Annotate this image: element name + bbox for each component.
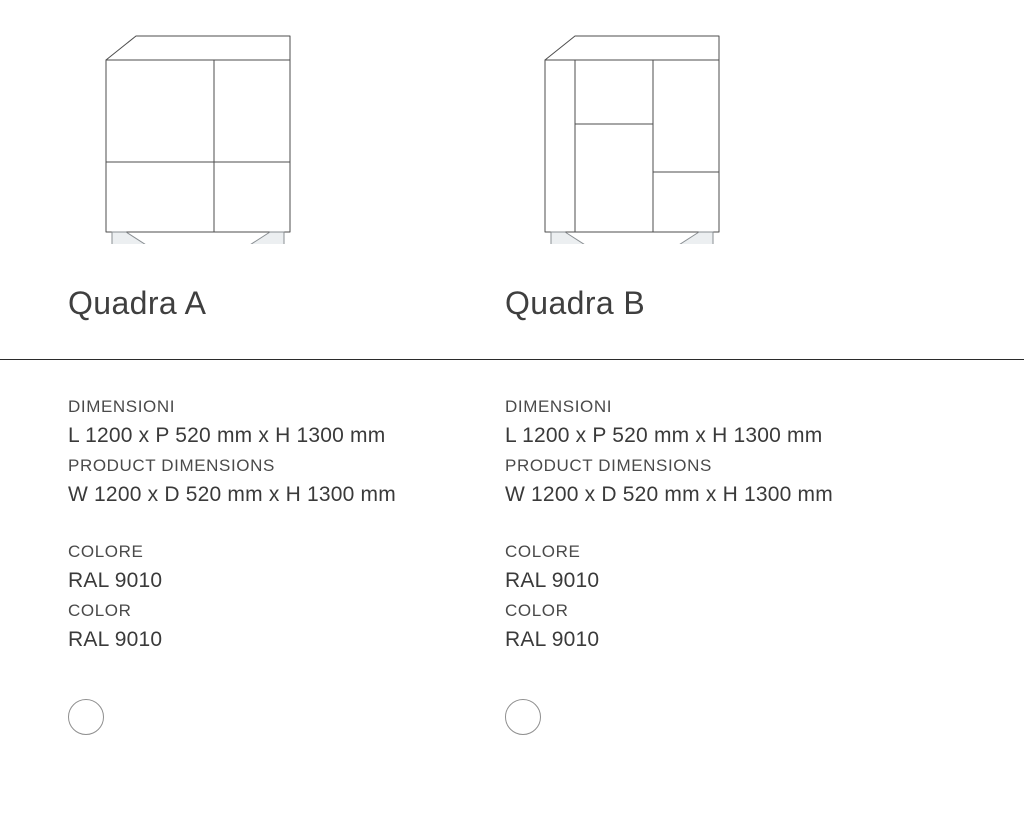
product-title: Quadra A xyxy=(68,285,207,321)
spacer xyxy=(505,510,945,537)
cabinet-quadra-b-line-drawing xyxy=(505,24,765,244)
spec-column-quadra-b xyxy=(505,392,945,735)
spec-value-product-dimensions: W 1200 x D 520 mm x H 1300 mm xyxy=(505,483,833,506)
spec-label-dimensioni: DIMENSIONI xyxy=(68,397,176,416)
section-divider xyxy=(0,359,1024,360)
spec-label-color: COLOR xyxy=(68,601,132,620)
spec-column-quadra-a xyxy=(68,392,508,735)
color-swatch-row xyxy=(68,699,508,735)
spec-label-product-dimensions: PRODUCT DIMENSIONS xyxy=(68,456,275,475)
product-gallery xyxy=(0,0,1024,360)
product-title: Quadra B xyxy=(505,285,646,321)
spec-label-colore: COLORE xyxy=(505,542,581,561)
spec-value-colore: RAL 9010 xyxy=(68,569,163,592)
spec-label-dimensioni: DIMENSIONI xyxy=(505,397,613,416)
spec-value-product-dimensions: W 1200 x D 520 mm x H 1300 mm xyxy=(68,483,396,506)
color-swatch-row xyxy=(505,699,945,735)
spec-label-colore: COLORE xyxy=(68,542,144,561)
color-swatch[interactable] xyxy=(68,699,104,735)
product-column-quadra-a xyxy=(68,0,508,360)
cabinet-quadra-a-line-drawing xyxy=(68,24,328,244)
spec-value-colore: RAL 9010 xyxy=(505,569,600,592)
color-swatch[interactable] xyxy=(505,699,541,735)
spec-value-color: RAL 9010 xyxy=(68,628,163,651)
spec-label-color: COLOR xyxy=(505,601,569,620)
spec-label-product-dimensions: PRODUCT DIMENSIONS xyxy=(505,456,712,475)
spec-value-color: RAL 9010 xyxy=(505,628,600,651)
spacer xyxy=(68,510,508,537)
product-column-quadra-b xyxy=(505,0,945,360)
spec-value-dimensioni: L 1200 x P 520 mm x H 1300 mm xyxy=(68,424,386,447)
spec-value-dimensioni: L 1200 x P 520 mm x H 1300 mm xyxy=(505,424,823,447)
